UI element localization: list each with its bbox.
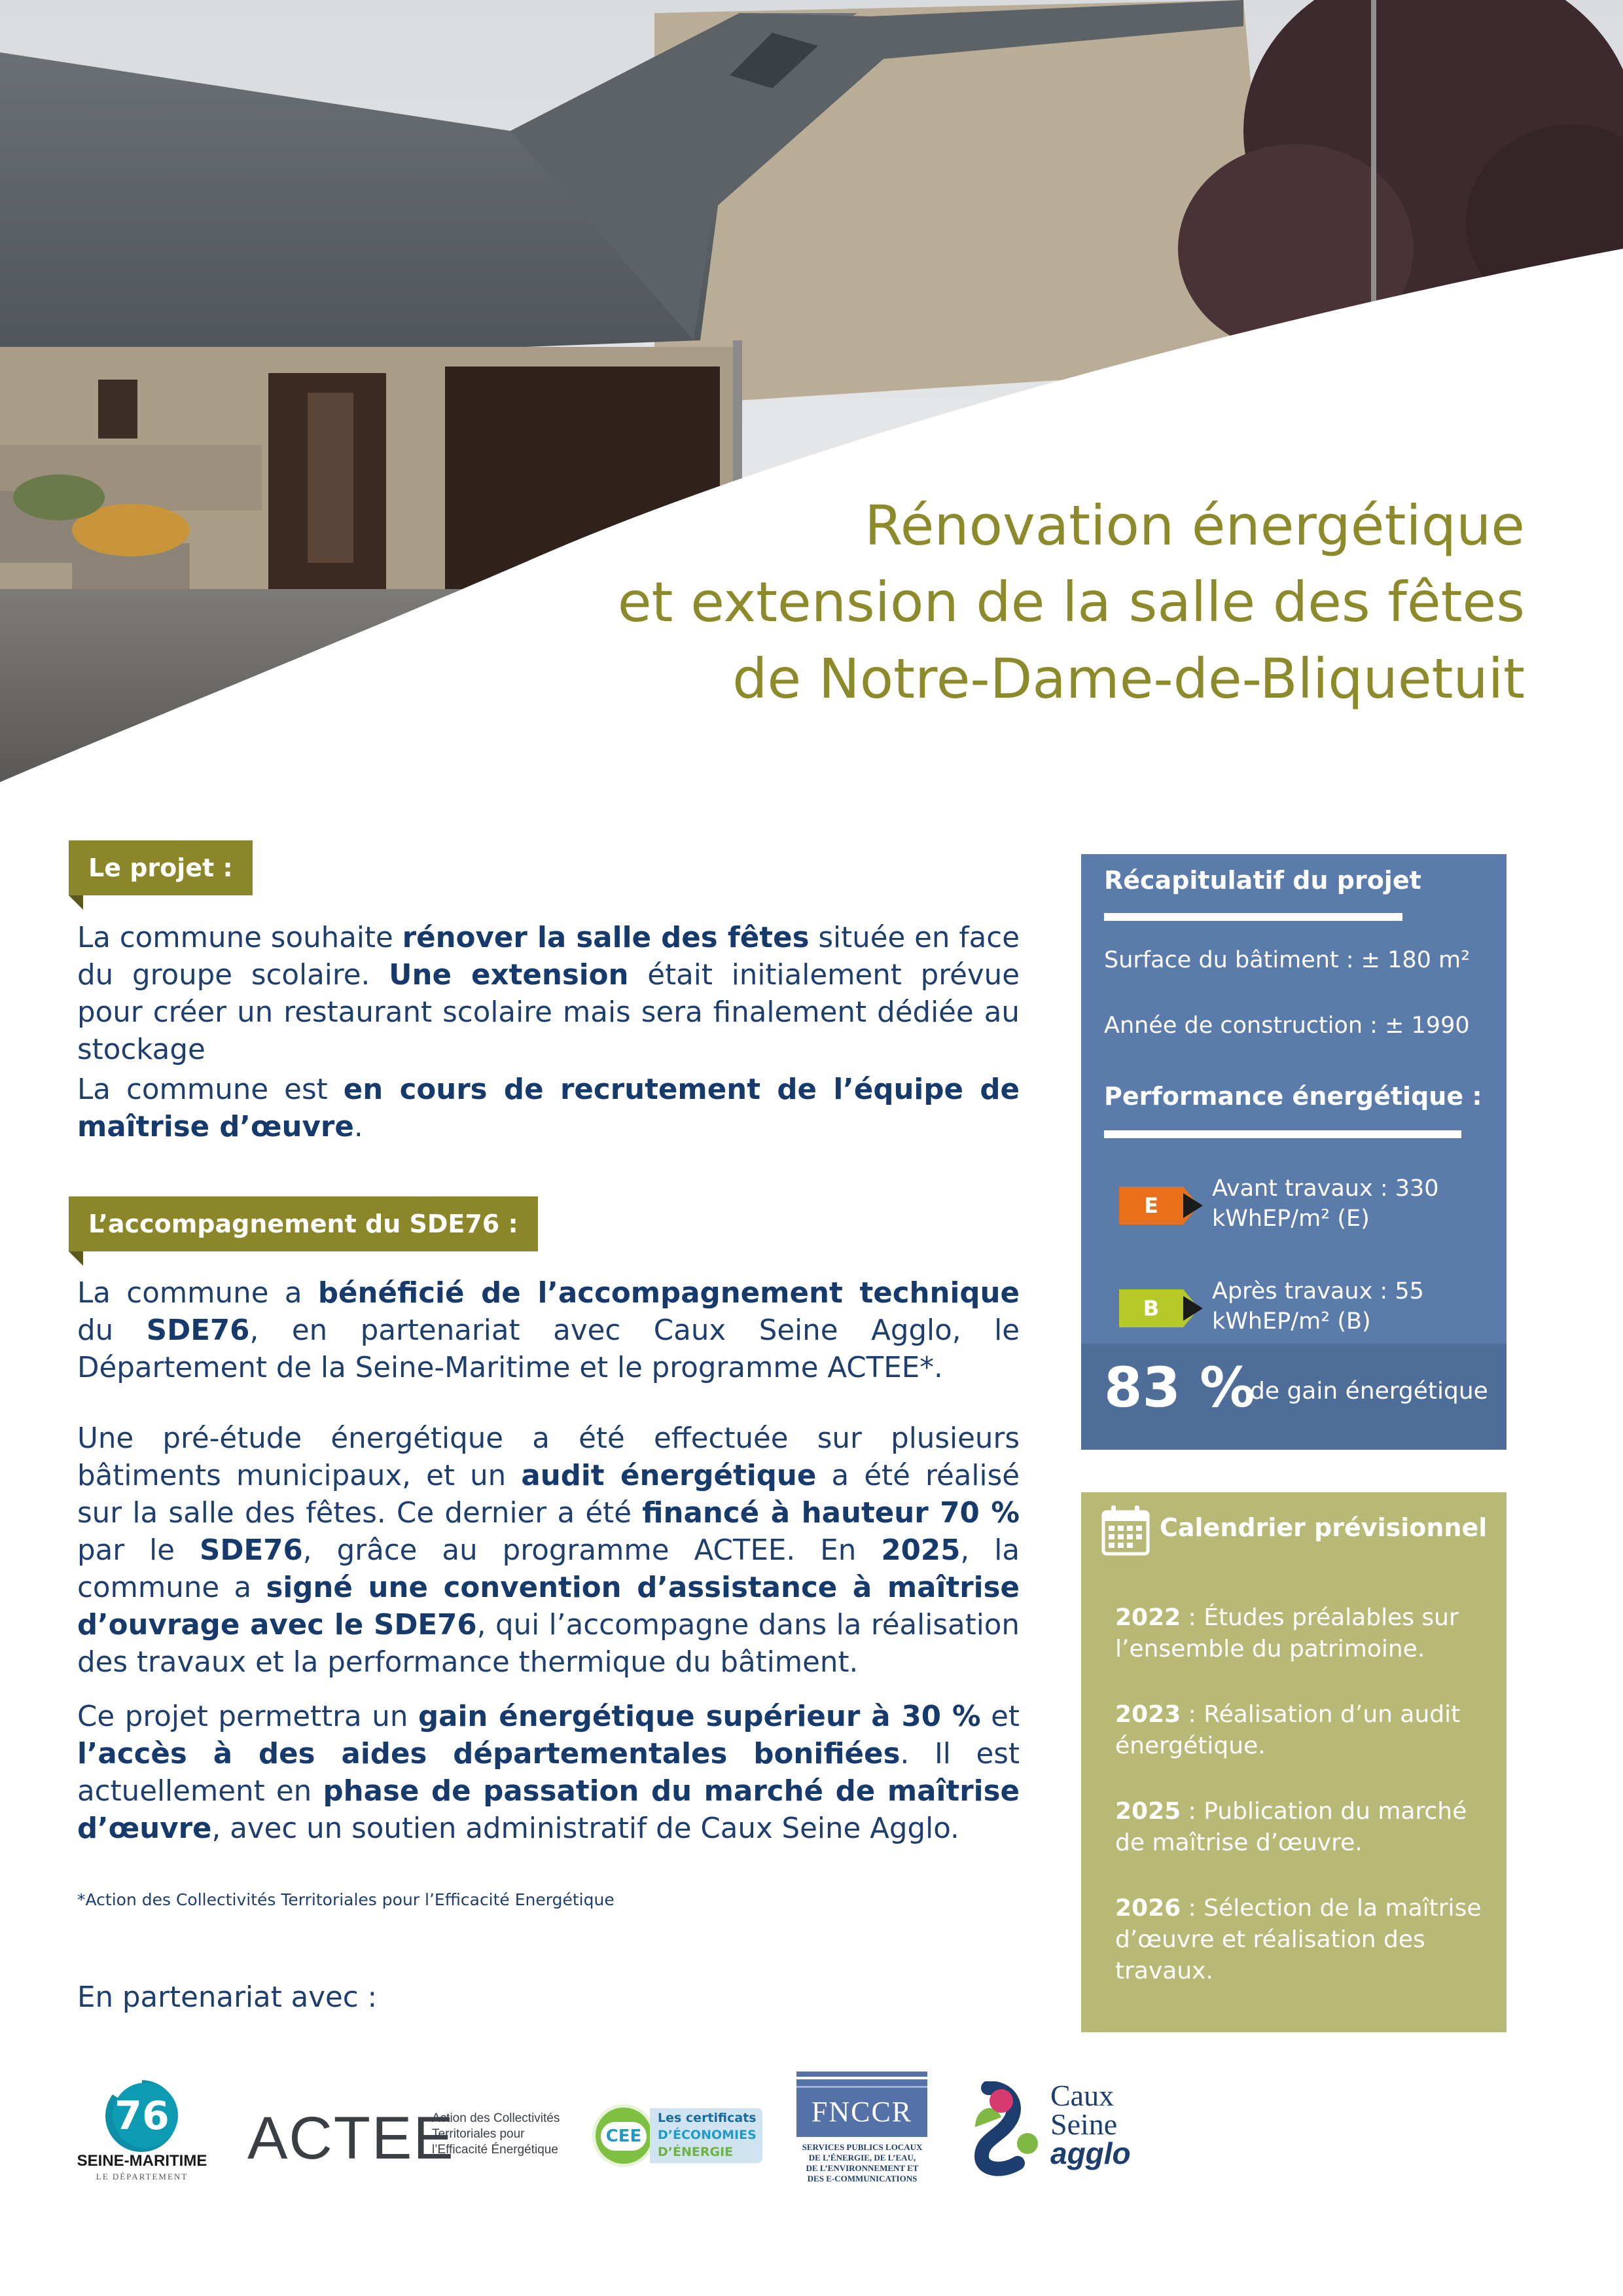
calendar-event-2026: 2026 : Sélection de la maîtrise d’œuvre et réalisation des travaux. [1115, 1895, 1482, 1984]
recap-box [1081, 854, 1507, 1450]
actee-desc-1: Action des Collectivités [432, 2111, 560, 2125]
cee-line-3: D’ÉNERGIE [658, 2145, 734, 2159]
paragraph-gain: Ce projet permettra un gain énergétique supérieur à 30 % et l’accès à des aides départementales bonifiées. Il est actuellement en phase de passation du marché de maîtrise d’œuvre, avec un soutien administratif de Caux Seine Agglo. [77, 1700, 1020, 1845]
energy-after-line1: Après travaux : 55 [1212, 1278, 1424, 1304]
seine-maritime-number: 76 [115, 2093, 169, 2139]
recap-annee: Année de construction : ± 1990 [1104, 1013, 1470, 1039]
cee-badge-text: CEE [601, 2122, 647, 2151]
energy-after-line2: kWhEP/m² (B) [1212, 1308, 1371, 1335]
logo-fnccr [792, 2072, 933, 2193]
actee-desc-3: l’Efficacité Énergétique [432, 2143, 558, 2157]
partners-label: En partenariat avec : [77, 1981, 378, 2014]
caux-line-1: Caux [1050, 2079, 1115, 2112]
recap-title-underline [1104, 913, 1402, 921]
caux-seine-text [1050, 2081, 1131, 2168]
gain-value: 83 % [1104, 1355, 1255, 1420]
fnccr-line-1: SERVICES PUBLICS LOCAUX [802, 2142, 923, 2152]
fnccr-caption [792, 2142, 933, 2184]
logo-caux-seine-agglo [962, 2081, 1152, 2176]
title-line-2: et extension de la salle des fêtes [617, 570, 1525, 634]
cee-line-1: Les certificats [658, 2111, 757, 2125]
seine-maritime-name: SEINE-MARITIME [77, 2152, 207, 2170]
cee-banner [650, 2108, 762, 2163]
recap-title: Récapitulatif du projet [1104, 866, 1421, 895]
title-line-1: Rénovation énergétique [865, 493, 1525, 558]
calendar-event-2025: 2025 : Publication du marché de maîtrise d’œuvre. [1115, 1798, 1467, 1856]
calendar-title: Calendrier prévisionnel [1160, 1513, 1488, 1542]
paragraph-audit: Une pré-étude énergétique a été effectuée sur plusieurs bâtiments municipaux, et un audit énergétique a été réalisé sur la salle des fêtes. Ce dernier a été financé à hauteur 70 % par le SDE76, grâce au programme ACTEE. En 2025, la commune a signé une convention d’assistance à maîtrise d’ouvrage avec le SDE76, qui l’accompagne dans la réalisation des travaux et la performance thermique du bâtiment. [77, 1422, 1020, 1679]
energy-after-text [1212, 1276, 1424, 1336]
logo-actee [247, 2104, 588, 2176]
caux-seine-emblem [962, 2081, 1054, 2176]
energy-before-line1: Avant travaux : 330 [1212, 1175, 1439, 1202]
fnccr-name: FNCCR [811, 2096, 913, 2128]
gain-band [1081, 1344, 1507, 1450]
calendar-event-2022: 2022 : Études préalables sur l’ensemble du patrimoine. [1115, 1604, 1459, 1662]
caux-line-3: agglo [1050, 2136, 1131, 2170]
footnote: *Action des Collectivités Territoriales pour l’Efficacité Energétique [77, 1890, 615, 1909]
energy-class-e-badge: E [1119, 1187, 1183, 1225]
page-title [618, 488, 1525, 717]
cee-line-2: D’ÉCONOMIES [658, 2128, 757, 2142]
section-tag-projet: Le projet : [69, 840, 253, 895]
actee-description [432, 2111, 560, 2158]
actee-name: ACTEE [247, 2105, 455, 2172]
section-tag-accompagnement: L’accompagnement du SDE76 : [69, 1196, 538, 1251]
fnccr-block [796, 2072, 927, 2137]
paragraph-accompagnement: La commune a bénéficié de l’accompagnement technique du SDE76, en partenariat avec Caux Seine Agglo, le Département de la Seine-Maritime et le programme ACTEE*. [77, 1277, 1020, 1384]
calendar-icon [1101, 1504, 1150, 1556]
paragraph-projet: La commune souhaite rénover la salle des fêtes située en face du groupe scolaire. Une extension était initialement prévue pour créer un restaurant scolaire mais sera finalement dédiée au stockage [77, 922, 1020, 1066]
seine-maritime-sub: LE DÉPARTEMENT [96, 2172, 188, 2181]
perf-title: Performance énergétique : [1104, 1082, 1482, 1111]
caux-line-2: Seine [1050, 2108, 1118, 2141]
recap-surface: Surface du bâtiment : ± 180 m² [1104, 947, 1471, 973]
logo-cee [592, 2104, 762, 2170]
logo-seine-maritime [73, 2075, 211, 2186]
cee-badge [592, 2104, 655, 2167]
title-line-3: de Notre-Dame-de-Bliquetuit [732, 647, 1525, 711]
calendar-box [1081, 1492, 1507, 2032]
energy-before-text [1212, 1174, 1439, 1234]
actee-desc-2: Territoriales pour [432, 2127, 525, 2141]
energy-class-b-badge: B [1119, 1289, 1183, 1327]
calendar-event-2023: 2023 : Réalisation d’un audit énergétique. [1115, 1701, 1461, 1759]
perf-title-underline [1104, 1130, 1461, 1138]
paragraph-recrutement: La commune est en cours de recrutement de l’équipe de maîtrise d’œuvre. [77, 1073, 1020, 1143]
energy-before-line2: kWhEP/m² (E) [1212, 1206, 1370, 1232]
fnccr-line-2: DE L’ÉNERGIE, DE L’EAU, [808, 2153, 916, 2162]
fnccr-line-3: DE L’ENVIRONNEMENT ET [806, 2163, 919, 2173]
gain-label: de gain énergétique [1250, 1378, 1488, 1405]
fnccr-line-4: DES E-COMMUNICATIONS [807, 2174, 918, 2183]
